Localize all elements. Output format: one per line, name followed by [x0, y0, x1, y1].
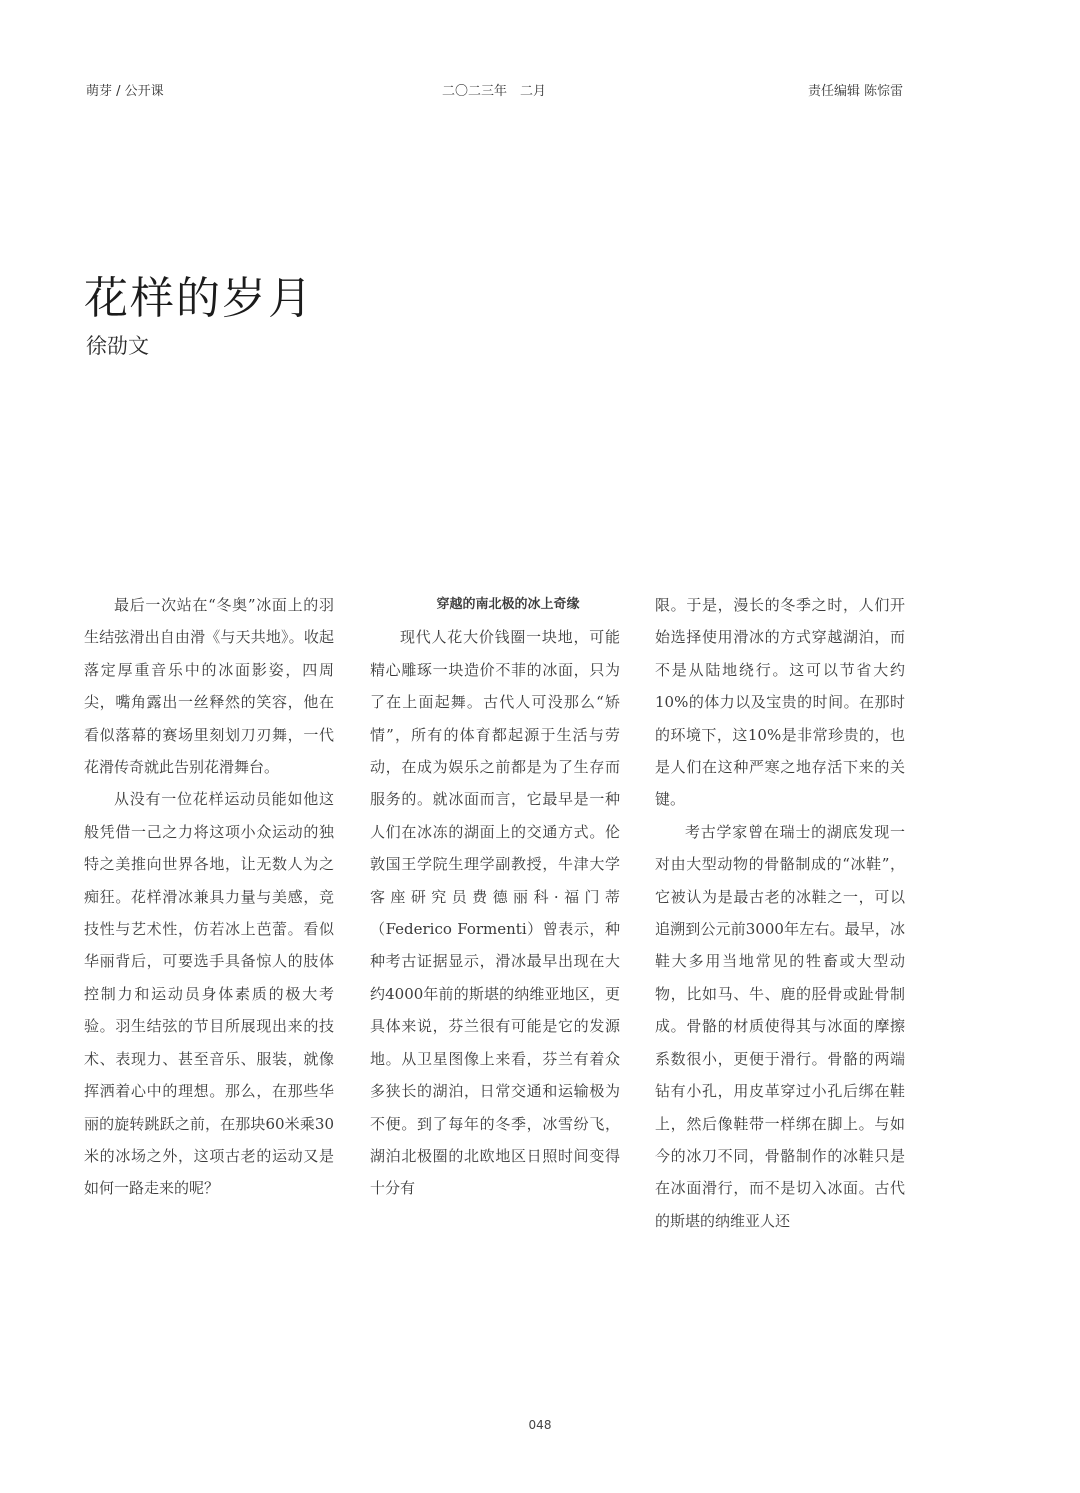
text-column-3	[655, 589, 905, 1237]
text-column-2	[370, 589, 620, 1205]
section-heading: 穿越的南北极的冰上奇缘	[436, 597, 580, 612]
text-column-1	[84, 589, 334, 1205]
paragraph: 考古学家曾在瑞士的湖底发现一对由大型动物的骨骼制成的“冰鞋”，它被认为是最古老的冰鞋之一，可以追溯到公元前3000年左右。最早，冰鞋大多用当地常见的牲畜或大型动物，比如马、牛、鹿的胫骨或趾骨制成。骨骼的材质使得其与冰面的摩擦系数很小，更便于滑行。骨骼的两端钻有小孔，用皮革穿过小孔后绑在鞋上，然后像鞋带一样绑在脚上。与如今的冰刀不同，骨骼制作的冰鞋只是在冰面滑行，而不是切入冰面。古代的斯堪的纳维亚人还	[655, 822, 905, 1230]
article-title: 花样的岁月	[84, 273, 314, 324]
header-section-label: 萌芽 / 公开课	[86, 84, 164, 99]
paragraph: 限。于是，漫长的冬季之时，人们开始选择使用滑冰的方式穿越湖泊，而不是从陆地绕行。这可以节省大约10%的体力以及宝贵的时间。在那时的环境下，这10%是非常珍贵的，也是人们在这种严寒之地存活下来的关键。	[655, 596, 905, 809]
article-author: 徐劭文	[86, 334, 149, 358]
page-number: 048	[528, 1418, 552, 1432]
header-editor: 责任编辑 陈悰雷	[808, 84, 904, 99]
paragraph: 从没有一位花样运动员能如他这般凭借一己之力将这项小众运动的独特之美推向世界各地，让无数人为之痴狂。花样滑冰兼具力量与美感，竞技性与艺术性，仿若冰上芭蕾。看似华丽背后，可要选手具备惊人的肢体控制力和运动员身体素质的极大考验。羽生结弦的节目所展现出来的技术、表现力、甚至音乐、服装，就像挥洒着心中的理想。那么，在那些华丽的旋转跳跃之前，在那块60米乘30米的冰场之外，这项古老的运动又是如何一路走来的呢？	[84, 790, 334, 1198]
header-issue-date: 二〇二三年 二月	[442, 84, 547, 99]
paragraph: 现代人花大价钱圈一块地，可能精心雕琢一块造价不菲的冰面，只为了在上面起舞。古代人可没那么“矫情”，所有的体育都起源于生活与劳动，在成为娱乐之前都是为了生存而服务的。就冰面而言，它最早是一种人们在冰冻的湖面上的交通方式。伦敦国王学院生理学副教授，牛津大学客座研究员费德丽科·福门蒂（Federico Formenti）曾表示，种种考古证据显示，滑冰最早出现在大约4000年前的斯堪的纳维亚地区，更具体来说，芬兰很有可能是它的发源地。从卫星图像上来看，芬兰有着众多狭长的湖泊，日常交通和运输极为不便。到了每年的冬季，冰雪纷飞，湖泊北极圈的北欧地区日照时间变得十分有	[370, 628, 620, 1198]
paragraph: 最后一次站在“冬奥”冰面上的羽生结弦滑出自由滑《与天共地》。收起落定厚重音乐中的冰面影姿，四周尖，嘴角露出一丝释然的笑容，他在看似落幕的赛场里刻划刀刃舞，一代花滑传奇就此告别花滑舞台。	[84, 596, 334, 777]
